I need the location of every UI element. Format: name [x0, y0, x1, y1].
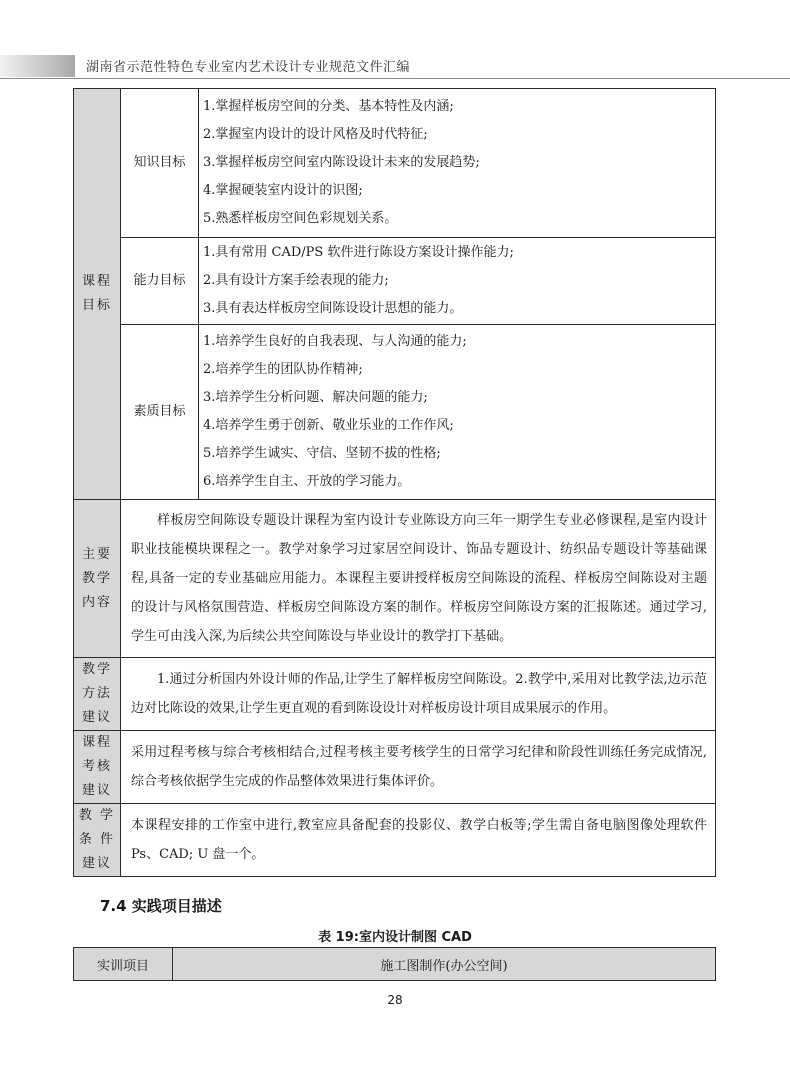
list-item: 3.培养学生分析问题、解决问题的能力; [203, 390, 428, 405]
list-item: 4.培养学生勇于创新、敬业乐业的工作作风; [203, 418, 454, 433]
course-objectives-label: 课程 目标 [74, 89, 121, 500]
list-item: 2.培养学生的团队协作精神; [203, 362, 363, 377]
list-item: 2.掌握室内设计的设计风格及时代特征; [203, 127, 428, 142]
quality-goals-list [199, 325, 716, 500]
ability-goals-row [74, 238, 716, 325]
list-item: 3.掌握样板房空间室内陈设设计未来的发展趋势; [203, 155, 480, 170]
practice-project-value: 施工图制作(办公空间) [173, 948, 716, 981]
teaching-methods-text: 1.通过分析国内外设计师的作品,让学生了解样板房空间陈设。2.教学中,采用对比教学法,边示范边对比陈设的效果,让学生更直观的看到陈设设计对样板房设计项目成果展示的作用。 [121, 658, 716, 731]
running-header-title: 湖南省示范性特色专业室内艺术设计专业规范文件汇编 [86, 60, 411, 75]
course-spec-table [73, 88, 716, 877]
header-decor-bar [0, 55, 75, 77]
list-item: 1.培养学生良好的自我表现、与人沟通的能力; [203, 334, 467, 349]
practice-project-label: 实训项目 [74, 948, 173, 981]
conditions-row [74, 804, 716, 877]
teaching-methods-label: 教学 方法 建议 [74, 658, 121, 731]
page-number: 28 [387, 993, 403, 1007]
assessment-row [74, 731, 716, 804]
section-heading: 7.4 实践项目描述 [100, 897, 222, 915]
main-content-label: 主要 教学 内容 [74, 500, 121, 658]
knowledge-goals-row [74, 89, 716, 238]
quality-goals-label: 素质目标 [121, 325, 199, 500]
main-content-row [74, 500, 716, 658]
header-rule [0, 78, 790, 79]
list-item: 5.培养学生诚实、守信、坚韧不拔的性格; [203, 446, 441, 461]
main-content-text: 样板房空间陈设专题设计课程为室内设计专业陈设方向三年一期学生专业必修课程,是室内设计职业技能模块课程之一。教学对象学习过家居空间设计、饰品专题设计、纺织品专题设计等基础课程,具备一定的专业基础应用能力。本课程主要讲授样板房空间陈设的流程、样板房空间陈设对主题的设计与风格氛围营造、样板房空间陈设方案的制作。样板房空间陈设方案的汇报陈述。通过学习,学生可由浅入深,为后续公共空间陈设与毕业设计的教学打下基础。 [121, 500, 716, 658]
assessment-text: 采用过程考核与综合考核相结合,过程考核主要考核学生的日常学习纪律和阶段性训练任务完成情况,综合考核依据学生完成的作品整体效果进行集体评价。 [121, 731, 716, 804]
table-caption: 表 19:室内设计制图 CAD [318, 930, 472, 945]
list-item: 4.掌握硬装室内设计的识图; [203, 183, 363, 198]
conditions-text: 本课程安排的工作室中进行,教室应具备配套的投影仪、教学白板等;学生需自备电脑图像处理软件 Ps、CAD; U 盘一个。 [121, 804, 716, 877]
list-item: 2.具有设计方案手绘表现的能力; [203, 273, 389, 288]
conditions-label: 教 学 条 件 建议 [74, 804, 121, 877]
list-item: 1.掌握样板房空间的分类、基本特性及内涵; [203, 99, 454, 114]
list-item: 1.具有常用 CAD/PS 软件进行陈设方案设计操作能力; [203, 245, 514, 260]
table-row [74, 948, 716, 981]
list-item: 6.培养学生自主、开放的学习能力。 [203, 474, 411, 489]
quality-goals-row [74, 325, 716, 500]
ability-goals-label: 能力目标 [121, 238, 199, 325]
assessment-label: 课程 考核 建议 [74, 731, 121, 804]
ability-goals-list [199, 238, 716, 325]
practice-project-table [73, 947, 716, 981]
knowledge-goals-list [199, 89, 716, 238]
list-item: 3.具有表达样板房空间陈设设计思想的能力。 [203, 301, 463, 316]
list-item: 5.熟悉样板房空间色彩规划关系。 [203, 211, 398, 226]
knowledge-goals-label: 知识目标 [121, 89, 199, 238]
teaching-methods-row [74, 658, 716, 731]
